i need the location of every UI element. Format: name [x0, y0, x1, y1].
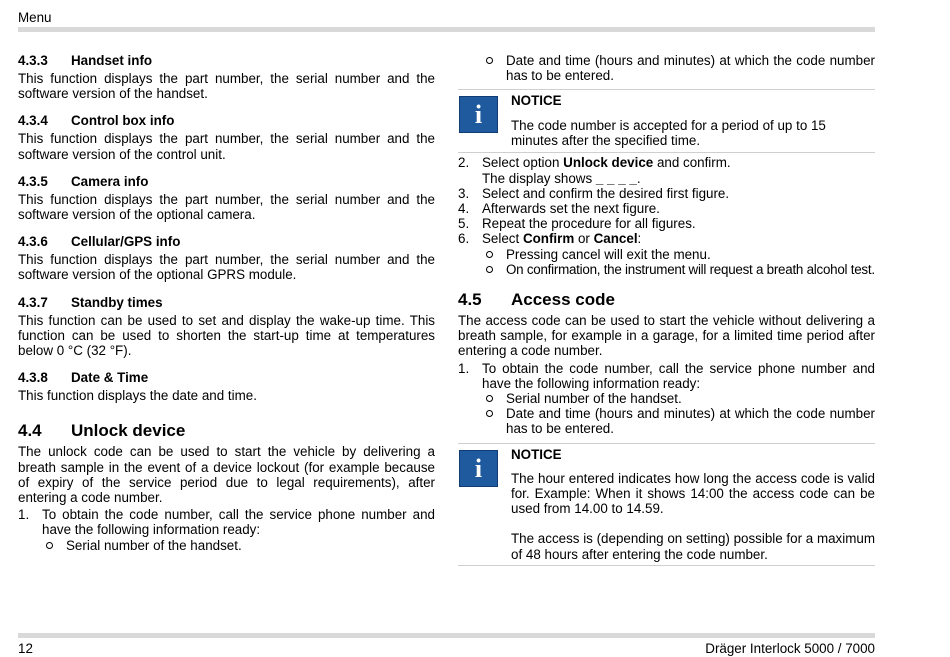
- list-item: [458, 155, 875, 185]
- section-4-5: [458, 290, 875, 437]
- list-item: [458, 216, 875, 231]
- notice-box: [458, 89, 875, 153]
- section-number: 4.3.7: [18, 294, 48, 310]
- chapter-intro: The access code can be used to start the vehicle without delivering a breath sample, for example in a garage, for a limited time period after entering a code number.: [458, 313, 875, 359]
- circle-bullet-icon: [482, 53, 506, 83]
- section-4-3-6: [18, 234, 435, 282]
- text-run: and confirm.: [653, 155, 731, 171]
- text-run: The display shows: [482, 170, 596, 186]
- section-heading: [18, 53, 435, 69]
- text-run: or: [574, 231, 594, 247]
- chapter-number: 4.5: [458, 290, 482, 310]
- section-text: This function displays the part number, the serial number and the software version of the handset.: [18, 71, 435, 102]
- notice-title: NOTICE: [511, 93, 562, 109]
- product-name: Dräger Interlock 5000 / 7000: [705, 641, 875, 656]
- display-placeholder: _ _ _ _: [595, 170, 637, 186]
- section-4-3-3: [18, 53, 435, 101]
- text-run: :: [637, 231, 642, 247]
- list-item: [18, 507, 435, 537]
- section-number: 4.3.6: [18, 234, 48, 250]
- section-number: 4.3.4: [18, 113, 48, 129]
- section-heading: [18, 295, 435, 311]
- bullet-item: [42, 538, 435, 553]
- section-title: Date & Time: [71, 370, 149, 386]
- bullet-text: Date and time (hours and minutes) at which the code number has to be entered.: [506, 406, 875, 437]
- notice-box: [458, 443, 875, 566]
- bullet-text: On confirmation, the instrument will request a breath alcohol test.: [506, 261, 875, 277]
- notice-text: The hour entered indicates how long the access code is valid for. Example: When it shows 14:00 the access code can be used from 14.00 to 14.59.: [511, 470, 875, 517]
- section-text: This function displays the part number, the serial number and the software version of the optional GPRS module.: [18, 252, 435, 283]
- header-rule: [18, 27, 875, 32]
- chapter-title: Unlock device: [71, 421, 186, 441]
- section-title: Cellular/GPS info: [71, 234, 181, 250]
- list-text: To obtain the code number, call the service phone number and have the following information ready:: [42, 507, 435, 538]
- section-heading: [18, 234, 435, 250]
- right-column: [458, 53, 875, 566]
- bullet-item: [482, 247, 875, 262]
- bullet-item: [482, 262, 875, 277]
- section-number: 4.3.3: [18, 53, 48, 68]
- section-title: Handset info: [71, 53, 153, 68]
- notice-text: The access is (depending on setting) possible for a maximum of 48 hours after entering the code number.: [511, 531, 875, 562]
- list-number: 3.: [458, 185, 470, 201]
- section-text: This function displays the date and time.: [18, 388, 257, 404]
- list-number: 2.: [458, 155, 470, 171]
- circle-bullet-icon: [482, 406, 506, 436]
- section-title: Control box info: [71, 113, 175, 129]
- section-4-3-7: [18, 295, 435, 359]
- bullet-text: Pressing cancel will exit the menu.: [506, 246, 711, 262]
- notice-text: The code number is accepted for a period of up to 15 minutes after the specified time.: [511, 117, 826, 148]
- section-4-4: [18, 421, 435, 552]
- circle-bullet-icon: [482, 262, 506, 277]
- running-header: Menu: [18, 10, 52, 25]
- section-text: This function displays the part number, the serial number and the software version of the optional camera.: [18, 191, 435, 223]
- list-text: Select and confirm the desired first figure.: [482, 185, 730, 201]
- list-text: Select option Unlock device and confirm. The display shows _ _ _ _.: [482, 155, 731, 186]
- section-4-3-5: [18, 174, 435, 222]
- bullet-text: Serial number of the handset.: [506, 391, 682, 407]
- notice-content: [511, 93, 875, 148]
- cancel-option-label: Cancel: [593, 231, 638, 247]
- list-number: 5.: [458, 216, 470, 232]
- list-number: 1.: [458, 360, 470, 376]
- list-text: [482, 231, 875, 246]
- section-title: Standby times: [71, 294, 163, 310]
- section-number: 4.3.5: [18, 173, 48, 189]
- list-number: 1.: [18, 507, 30, 523]
- bullet-item: [482, 391, 875, 406]
- confirm-option-label: Confirm: [522, 231, 575, 247]
- info-icon: i: [459, 96, 498, 133]
- list-item: [458, 361, 875, 391]
- list-item: [458, 231, 875, 246]
- list-text: To obtain the code number, call the service phone number and have the following information ready:: [482, 360, 875, 391]
- section-heading: [18, 113, 435, 129]
- bullet-item: [482, 53, 875, 83]
- section-heading: [18, 174, 435, 190]
- section-text: This function displays the part number, the serial number and the software version of the control unit.: [18, 131, 435, 162]
- bullet-item: [482, 406, 875, 436]
- circle-bullet-icon: [482, 391, 506, 406]
- info-icon: i: [459, 450, 498, 487]
- section-heading: [18, 370, 435, 386]
- section-title: Camera info: [71, 173, 149, 189]
- chapter-heading: [458, 290, 875, 310]
- section-4-3-4: [18, 113, 435, 161]
- chapter-title: Access code: [511, 290, 615, 310]
- section-text: This function can be used to set and display the wake-up time. This function can be used to shorten the start-up time at temperatures below 0 °C (32 °F).: [18, 312, 435, 359]
- list-number: 4.: [458, 201, 470, 217]
- list-text: Afterwards set the next figure.: [482, 201, 660, 217]
- page-number: 12: [18, 641, 33, 656]
- bullet-text: Date and time (hours and minutes) at which the code number has to be entered.: [506, 53, 875, 84]
- text-run: Select option: [482, 155, 564, 171]
- steps-list: [458, 155, 875, 277]
- chapter-number: 4.4: [18, 421, 42, 441]
- bullet-text: Serial number of the handset.: [66, 537, 242, 553]
- notice-content: [511, 447, 875, 562]
- text-run: Select: [482, 231, 523, 247]
- chapter-intro: The unlock code can be used to start the vehicle by delivering a breath sample in the event of a device lockout (for example because of expiry of the service period due to legal requirements), after entering a code number.: [18, 444, 435, 506]
- menu-option-label: Unlock device: [563, 155, 654, 171]
- footer-rule: [18, 633, 875, 638]
- chapter-heading: [18, 421, 435, 441]
- circle-bullet-icon: [42, 538, 66, 553]
- list-number: 6.: [458, 231, 470, 247]
- section-number: 4.3.8: [18, 370, 48, 386]
- list-item: [458, 201, 875, 216]
- circle-bullet-icon: [482, 247, 506, 262]
- section-4-3-8: [18, 370, 435, 403]
- notice-title: NOTICE: [511, 446, 562, 462]
- list-item: [458, 186, 875, 201]
- left-column: [18, 53, 435, 553]
- list-text: Repeat the procedure for all figures.: [482, 216, 696, 232]
